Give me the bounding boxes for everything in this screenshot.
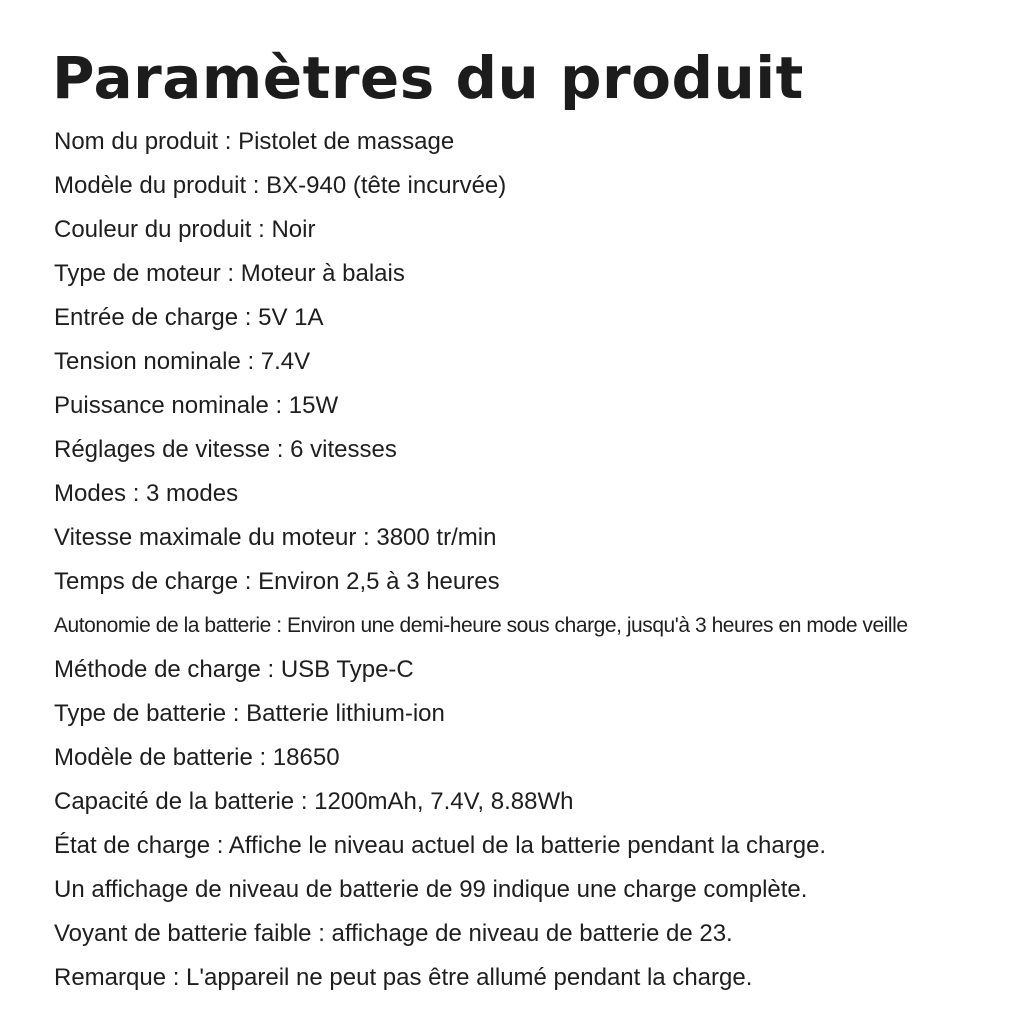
spec-rated-voltage: Tension nominale : 7.4V (54, 348, 311, 375)
spec-speed-settings: Réglages de vitesse : 6 vitesses (54, 436, 397, 463)
spec-charging-time: Temps de charge : Environ 2,5 à 3 heures (54, 568, 500, 595)
spec-low-battery-indicator: Voyant de batterie faible : affichage de niveau de batterie de 23. (54, 920, 733, 947)
spec-motor-type: Type de moteur : Moteur à balais (54, 260, 405, 287)
spec-remark: Remarque : L'appareil ne peut pas être allumé pendant la charge. (54, 964, 753, 991)
spec-product-name: Nom du produit : Pistolet de massage (54, 128, 455, 155)
spec-battery-capacity: Capacité de la batterie : 1200mAh, 7.4V, 8.88Wh (54, 788, 574, 815)
spec-max-motor-speed: Vitesse maximale du moteur : 3800 tr/min (54, 524, 497, 551)
spec-charging-input: Entrée de charge : 5V 1A (54, 304, 324, 331)
spec-product-model: Modèle du produit : BX-940 (tête incurvée) (54, 172, 507, 199)
spec-full-charge-note: Un affichage de niveau de batterie de 99 indique une charge complète. (54, 876, 808, 903)
spec-list (54, 120, 1019, 1000)
page-title: Paramètres du produit (52, 44, 804, 112)
spec-product-color: Couleur du produit : Noir (54, 216, 316, 243)
spec-battery-model: Modèle de batterie : 18650 (54, 744, 340, 771)
spec-charging-method: Méthode de charge : USB Type-C (54, 656, 414, 683)
spec-charging-status: État de charge : Affiche le niveau actuel de la batterie pendant la charge. (54, 832, 827, 859)
spec-battery-life: Autonomie de la batterie : Environ une demi-heure sous charge, jusqu'à 3 heures en mode veille (54, 614, 908, 637)
spec-modes: Modes : 3 modes (54, 480, 239, 507)
spec-battery-type: Type de batterie : Batterie lithium-ion (54, 700, 445, 727)
spec-rated-power: Puissance nominale : 15W (54, 392, 339, 419)
